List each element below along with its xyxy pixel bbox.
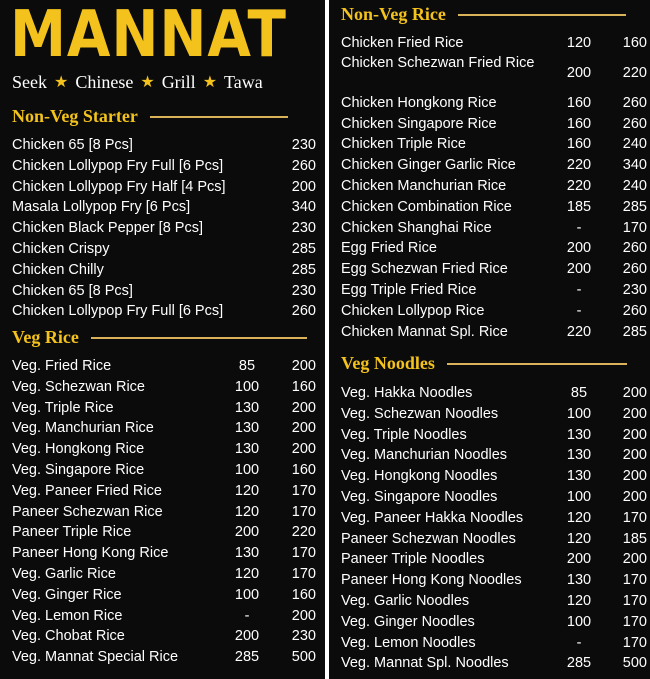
tagline-word: Chinese bbox=[75, 71, 134, 92]
menu-item-price-full: 340 bbox=[622, 157, 647, 174]
menu-item-name: Veg. Manchurian Noodles bbox=[341, 447, 508, 464]
menu-item-price-full: 170 bbox=[291, 503, 316, 520]
section-divider bbox=[91, 337, 307, 339]
menu-item-name: Veg. Singapore Rice bbox=[12, 461, 145, 478]
menu-item-price-half: 100 bbox=[566, 488, 592, 505]
menu-item-price-full: 170 bbox=[622, 613, 647, 630]
menu-item-price-full: 170 bbox=[622, 509, 647, 526]
menu-item bbox=[12, 135, 316, 156]
menu-item bbox=[341, 591, 647, 612]
menu-item-price-full: 200 bbox=[291, 178, 316, 195]
menu-item-price-half: 100 bbox=[234, 461, 260, 478]
menu-item-price-full: 170 bbox=[291, 565, 316, 582]
menu-item bbox=[341, 259, 647, 280]
menu-item-price-half: 220 bbox=[566, 177, 592, 194]
menu-item bbox=[341, 114, 647, 135]
menu-item bbox=[341, 612, 647, 633]
menu-item-price-full: 160 bbox=[291, 461, 316, 478]
menu-item-price-full: 160 bbox=[291, 586, 316, 603]
menu-item-name: Paneer Schezwan Rice bbox=[12, 503, 163, 520]
menu-item bbox=[341, 54, 647, 93]
menu-item bbox=[12, 377, 316, 398]
menu-item bbox=[341, 155, 647, 176]
menu-item-price-half: 130 bbox=[234, 420, 260, 437]
menu-item-name: Veg. Paneer Fried Rice bbox=[12, 482, 162, 499]
menu-item bbox=[341, 33, 647, 54]
menu-item-price-half: 100 bbox=[566, 613, 592, 630]
menu-item-price-half: 285 bbox=[566, 655, 592, 672]
menu-item bbox=[341, 633, 647, 654]
menu-item bbox=[12, 522, 316, 543]
menu-item bbox=[341, 218, 647, 239]
menu-item bbox=[12, 197, 316, 218]
menu-item-price-full: 170 bbox=[622, 592, 647, 609]
menu-item-price-full: 285 bbox=[622, 198, 647, 215]
menu-item-name: Veg. Hongkong Noodles bbox=[341, 468, 498, 485]
menu-item-price-full: 230 bbox=[291, 220, 316, 237]
tagline-word: Grill bbox=[161, 71, 196, 92]
menu-item-price-full: 230 bbox=[291, 282, 316, 299]
menu-item-price-half: 220 bbox=[566, 323, 592, 340]
menu-item-price-half: 130 bbox=[566, 426, 592, 443]
menu-item bbox=[341, 301, 647, 322]
menu-list-veg-noodles bbox=[341, 383, 647, 674]
menu-item-name: Veg. Garlic Rice bbox=[12, 565, 116, 582]
menu-item-name: Chicken Shanghai Rice bbox=[341, 219, 492, 236]
menu-item-price-full: 260 bbox=[622, 115, 647, 132]
menu-item-price-half: 120 bbox=[566, 35, 592, 51]
menu-item bbox=[341, 508, 647, 529]
menu-item bbox=[12, 301, 316, 322]
menu-item-name: Veg. Triple Noodles bbox=[341, 426, 467, 443]
menu-item-price-full: 500 bbox=[291, 649, 316, 666]
menu-item-price-full: 285 bbox=[291, 261, 316, 278]
menu-item-name: Veg. Chobat Rice bbox=[12, 628, 125, 645]
menu-item-name: Chicken Manchurian Rice bbox=[341, 177, 507, 194]
menu-item bbox=[341, 425, 647, 446]
menu-item-price-half: 100 bbox=[566, 405, 592, 422]
menu-item-price-half: - bbox=[576, 281, 582, 298]
menu-item-price-half: 130 bbox=[566, 447, 592, 464]
menu-item-name: Chicken Lollypop Fry Half [4 Pcs] bbox=[12, 178, 226, 195]
menu-item bbox=[341, 176, 647, 197]
menu-item-price-full: 170 bbox=[291, 545, 316, 562]
section-title-non-veg-rice bbox=[341, 4, 626, 25]
menu-item-price-half: 120 bbox=[566, 592, 592, 609]
menu-item-name: Veg. Fried Rice bbox=[12, 358, 112, 374]
menu-item-price-half: 120 bbox=[234, 503, 260, 520]
right-column bbox=[331, 0, 650, 679]
brand-tagline bbox=[12, 70, 312, 94]
tagline-word: Seek bbox=[12, 71, 47, 92]
menu-item-price-full: 160 bbox=[622, 35, 647, 51]
menu-item-price-half: 200 bbox=[234, 628, 260, 645]
menu-item-price-full: 200 bbox=[291, 420, 316, 437]
menu-item bbox=[341, 570, 647, 591]
menu-item-price-half: 160 bbox=[566, 94, 592, 111]
menu-item-name: Paneer Hong Kong Noodles bbox=[341, 572, 522, 589]
menu-item-price-half: 200 bbox=[566, 261, 592, 278]
menu-item-name: Chicken Combination Rice bbox=[341, 198, 512, 215]
menu-item bbox=[341, 653, 647, 674]
menu-item-price-full: 200 bbox=[291, 441, 316, 458]
menu-item-price-half: 220 bbox=[566, 157, 592, 174]
menu-item-price-half: 120 bbox=[566, 530, 592, 547]
menu-item-price-full: 230 bbox=[622, 281, 647, 298]
menu-item-name: Veg. Manchurian Rice bbox=[12, 420, 154, 437]
section-title-veg-rice bbox=[12, 327, 307, 348]
menu-item bbox=[12, 439, 316, 460]
menu-item-price-half: 130 bbox=[234, 399, 260, 416]
menu-item-price-full: 260 bbox=[622, 302, 647, 319]
menu-item bbox=[341, 383, 647, 404]
menu-item-name: Chicken Chilly bbox=[12, 261, 104, 278]
menu-item bbox=[12, 356, 316, 377]
menu-item-name: Veg. Singapore Noodles bbox=[341, 488, 498, 505]
section-divider bbox=[150, 116, 288, 118]
menu-item-price-full: 220 bbox=[622, 64, 647, 81]
menu-item-name: Chicken Lollypop Fry Full [6 Pcs] bbox=[12, 303, 224, 320]
menu-item bbox=[341, 404, 647, 425]
star-icon: ★ bbox=[202, 74, 218, 91]
menu-item bbox=[341, 93, 647, 114]
menu-item-name: Veg. Mannat Special Rice bbox=[12, 649, 179, 666]
menu-item-price-half: 185 bbox=[566, 198, 592, 215]
menu-item-price-half: 200 bbox=[566, 551, 592, 568]
menu-item-price-half: 130 bbox=[566, 468, 592, 485]
menu-item-price-full: 160 bbox=[291, 378, 316, 395]
menu-item-price-full: 185 bbox=[622, 530, 647, 547]
menu-item-price-full: 240 bbox=[622, 177, 647, 194]
menu-item-price-full: 260 bbox=[291, 157, 316, 174]
menu-item-name: Veg. Triple Rice bbox=[12, 399, 114, 416]
menu-item-price-full: 220 bbox=[291, 524, 316, 541]
menu-item-price-half: 285 bbox=[234, 649, 260, 666]
menu-item-name: Veg. Garlic Noodles bbox=[341, 592, 470, 609]
menu-item-price-full: 200 bbox=[291, 607, 316, 624]
menu-item-name: Veg. Schezwan Noodles bbox=[341, 405, 499, 422]
menu-item-name: Veg. Hongkong Rice bbox=[12, 441, 145, 458]
tagline-word: Tawa bbox=[224, 71, 263, 92]
left-column bbox=[0, 0, 324, 679]
menu-item-name: Veg. Ginger Rice bbox=[12, 586, 122, 603]
column-divider bbox=[325, 0, 329, 679]
menu-item bbox=[12, 647, 316, 668]
menu-item-name: Chicken Crispy bbox=[12, 240, 110, 257]
menu-item-name: Chicken Lollypop Rice bbox=[341, 302, 485, 319]
menu-item-name: Veg. Lemon Rice bbox=[12, 607, 123, 624]
menu-item-name: Paneer Hong Kong Rice bbox=[12, 545, 169, 562]
menu-item-name: Paneer Triple Rice bbox=[12, 524, 132, 541]
menu-item-price-half: 160 bbox=[566, 115, 592, 132]
menu-item-price-half: 100 bbox=[234, 378, 260, 395]
menu-item bbox=[12, 218, 316, 239]
menu-item-price-half: 130 bbox=[234, 441, 260, 458]
menu-item-price-full: 230 bbox=[291, 137, 316, 153]
menu-item bbox=[12, 502, 316, 523]
section-title-text: Non-Veg Starter bbox=[12, 106, 138, 126]
menu-item-name: Chicken 65 [8 Pcs] bbox=[12, 137, 133, 153]
menu-item-price-half: 130 bbox=[234, 545, 260, 562]
menu-list-non-veg-rice bbox=[341, 33, 647, 342]
menu-item-price-full: 260 bbox=[291, 303, 316, 320]
menu-item bbox=[341, 529, 647, 550]
menu-item-price-half: - bbox=[576, 302, 582, 319]
menu-item-price-full: 285 bbox=[622, 323, 647, 340]
menu-item-name: Chicken Lollypop Fry Full [6 Pcs] bbox=[12, 157, 224, 174]
menu-item bbox=[12, 460, 316, 481]
menu-item-name: Chicken Ginger Garlic Rice bbox=[341, 157, 516, 174]
menu-item-price-full: 170 bbox=[622, 572, 647, 589]
menu-item-price-half: 200 bbox=[566, 240, 592, 257]
section-divider bbox=[447, 363, 627, 365]
menu-item-name: Egg Triple Fried Rice bbox=[341, 281, 477, 298]
menu-item bbox=[12, 156, 316, 177]
menu-item-price-full: 260 bbox=[622, 261, 647, 278]
menu-item bbox=[12, 606, 316, 627]
menu-item-price-full: 200 bbox=[622, 405, 647, 422]
menu-item bbox=[12, 260, 316, 281]
menu-item-name: Chicken 65 [8 Pcs] bbox=[12, 282, 133, 299]
star-icon: ★ bbox=[54, 74, 69, 91]
menu-item bbox=[341, 238, 647, 259]
menu-item-name: Veg. Mannat Spl. Noodles bbox=[341, 655, 509, 672]
menu-item-price-half: 120 bbox=[566, 509, 592, 526]
menu-item-price-half: 100 bbox=[234, 586, 260, 603]
menu-item bbox=[12, 398, 316, 419]
menu-item bbox=[12, 626, 316, 647]
menu-item-price-full: 260 bbox=[622, 94, 647, 111]
menu-item-price-full: 200 bbox=[622, 551, 647, 568]
menu-item-name: Masala Lollypop Fry [6 Pcs] bbox=[12, 199, 191, 216]
menu-list-veg-rice bbox=[12, 356, 316, 668]
menu-item-name: Egg Schezwan Fried Rice bbox=[341, 261, 508, 278]
menu-item-name: Paneer Schezwan Noodles bbox=[341, 530, 516, 547]
menu-item-price-full: 260 bbox=[622, 240, 647, 257]
menu-item-price-half: 85 bbox=[570, 385, 588, 401]
menu-item-price-full: 200 bbox=[291, 358, 316, 374]
menu-item-name: Chicken Black Pepper [8 Pcs] bbox=[12, 220, 204, 237]
menu-item bbox=[12, 418, 316, 439]
menu-item bbox=[341, 445, 647, 466]
menu-item bbox=[12, 239, 316, 260]
menu-item-price-full: 200 bbox=[622, 447, 647, 464]
menu-item-price-full: 230 bbox=[291, 628, 316, 645]
section-title-text: Veg Noodles bbox=[341, 353, 435, 373]
brand-logo: MANNAT bbox=[10, 0, 287, 72]
menu-item bbox=[341, 280, 647, 301]
menu-item bbox=[12, 177, 316, 198]
star-icon: ★ bbox=[140, 74, 155, 91]
menu-item-price-half: - bbox=[576, 634, 582, 651]
menu-item-price-full: 285 bbox=[291, 240, 316, 257]
menu-item-price-full: 500 bbox=[622, 655, 647, 672]
menu-item bbox=[341, 322, 647, 343]
menu-item-name: Chicken Schezwan Fried Rice bbox=[341, 54, 535, 71]
menu-item-name: Chicken Fried Rice bbox=[341, 35, 464, 51]
menu-item-price-half: - bbox=[244, 607, 250, 624]
menu-item-name: Veg. Ginger Noodles bbox=[341, 613, 475, 630]
section-title-text: Non-Veg Rice bbox=[341, 4, 446, 24]
menu-item bbox=[12, 281, 316, 302]
menu-list-non-veg-starter bbox=[12, 135, 316, 322]
menu-item-name: Chicken Triple Rice bbox=[341, 136, 466, 153]
menu-item-name: Veg. Schezwan Rice bbox=[12, 378, 145, 395]
menu-item bbox=[12, 564, 316, 585]
menu-item-price-full: 200 bbox=[291, 399, 316, 416]
menu-item-price-full: 170 bbox=[622, 634, 647, 651]
menu-item-price-half: 200 bbox=[566, 64, 592, 81]
section-divider bbox=[458, 14, 626, 16]
section-title-veg-noodles bbox=[341, 353, 627, 374]
menu-item-price-half: 160 bbox=[566, 136, 592, 153]
menu-item-price-half: 85 bbox=[238, 358, 256, 374]
menu-item-price-full: 240 bbox=[622, 136, 647, 153]
menu-item bbox=[341, 197, 647, 218]
menu-item-price-half: 200 bbox=[234, 524, 260, 541]
menu-item-price-full: 340 bbox=[291, 199, 316, 216]
menu-item-price-half: 130 bbox=[566, 572, 592, 589]
menu-item bbox=[341, 134, 647, 155]
section-title-non-veg-starter bbox=[12, 106, 288, 127]
menu-item-name: Chicken Singapore Rice bbox=[341, 115, 497, 132]
menu-item-price-half: - bbox=[576, 219, 582, 236]
menu-item-name: Egg Fried Rice bbox=[341, 240, 437, 257]
menu-item-name: Veg. Lemon Noodles bbox=[341, 634, 476, 651]
menu-item bbox=[341, 549, 647, 570]
menu-item-price-full: 200 bbox=[622, 468, 647, 485]
menu-item-price-full: 170 bbox=[622, 219, 647, 236]
menu-item-price-half: 120 bbox=[234, 565, 260, 582]
menu-item bbox=[341, 466, 647, 487]
menu-item-name: Chicken Mannat Spl. Rice bbox=[341, 323, 508, 340]
menu-item-price-full: 200 bbox=[622, 426, 647, 443]
menu-item-price-full: 200 bbox=[622, 385, 647, 401]
section-title-text: Veg Rice bbox=[12, 327, 79, 347]
menu-item-price-full: 170 bbox=[291, 482, 316, 499]
menu-item-name: Chicken Hongkong Rice bbox=[341, 94, 497, 111]
menu-item-name: Veg. Hakka Noodles bbox=[341, 385, 473, 401]
menu-item bbox=[12, 585, 316, 606]
menu-item-name: Veg. Paneer Hakka Noodles bbox=[341, 509, 524, 526]
menu-item bbox=[12, 543, 316, 564]
menu-item-name: Paneer Triple Noodles bbox=[341, 551, 485, 568]
menu-item bbox=[341, 487, 647, 508]
menu-item-price-full: 200 bbox=[622, 488, 647, 505]
menu-item bbox=[12, 481, 316, 502]
menu-item-price-half: 120 bbox=[234, 482, 260, 499]
